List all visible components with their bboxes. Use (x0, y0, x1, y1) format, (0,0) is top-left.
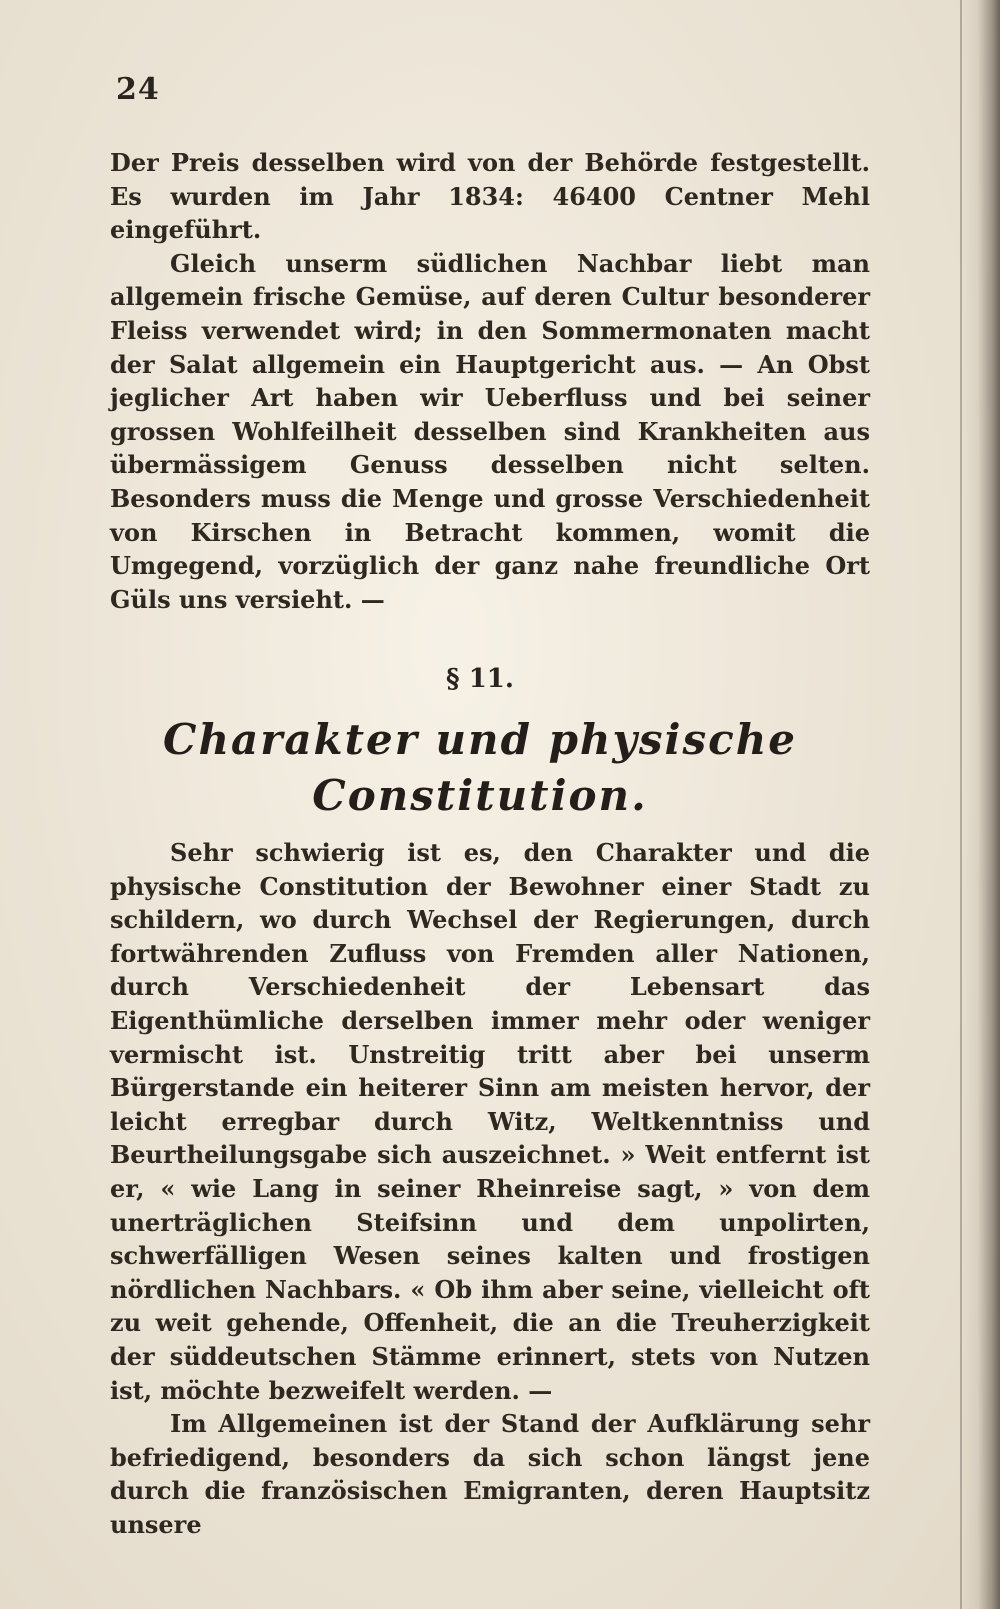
section-title-line-1: Charakter und physische (163, 715, 797, 764)
paragraph-vegetables-fruit: Gleich unserm südlichen Nachbar liebt man allgemein frische Gemüse, auf deren Cultur besonderer Fleiss verwendet wird; in den Sommermonaten macht der Salat allgemein ein Hauptgericht aus. — An Obst jeglicher Art haben wir Ueberfluss und bei seiner grossen Wohlfeilheit desselben sind Krankheiten aus übermässigem Genuss desselben nicht selten. Besonders muss die Menge und grosse Verschiedenheit von Kirschen in Betracht kommen, womit die Umgegend, vorzüglich der ganz nahe freundliche Ort Güls uns versieht. — (110, 248, 870, 614)
section-number: § 11. (446, 664, 514, 694)
paragraph-character: Sehr schwierig ist es, den Charakter und die physische Constitution der Bewohner einer Stadt zu schildern, wo durch Wechsel der Regierungen, durch fortwährenden Zufluss von Fremden aller Nationen, durch Verschiedenheit der Lebensart das Eigenthümliche derselben immer mehr oder weniger vermischt ist. Unstreitig tritt aber bei unserm Bürgerstande ein heiterer Sinn am meisten hervor, der leicht erregbar durch Witz, Weltkenntniss und Beurtheilungsgabe sich auszeichnet. » Weit entfernt ist er, « wie Lang in seiner Rheinreise sagt, » von dem unerträglichen Steifsinn und dem unpolirten, schwerfälligen Wesen seines kalten und frostigen nördlichen Nachbars. « Ob ihm aber seine, vielleicht oft zu weit gehende, Offenheit, die an die Treuherzigkeit der süddeutschen Stämme erinnert, stets von Nutzen ist, möchte bezweifelt werden. — (110, 838, 870, 1405)
paragraph-flour-price: Der Preis desselben wird von der Behörde festgestellt. Es wurden im Jahr 1834: 46400 Centner Mehl eingeführt. (110, 148, 870, 245)
section-title (0, 712, 960, 824)
paragraph-enlightenment: Im Allgemeinen ist der Stand der Aufklärung sehr befriedigend, besonders da sich schon längst jene durch die französischen Emigranten, deren Hauptsitz unsere (110, 1409, 870, 1539)
book-spine-shadow (960, 0, 1000, 1609)
top-text-block (110, 146, 870, 616)
page-number: 24 (116, 72, 160, 107)
section-title-line-2: Constitution. (312, 771, 648, 820)
bottom-text-block (110, 836, 870, 1541)
